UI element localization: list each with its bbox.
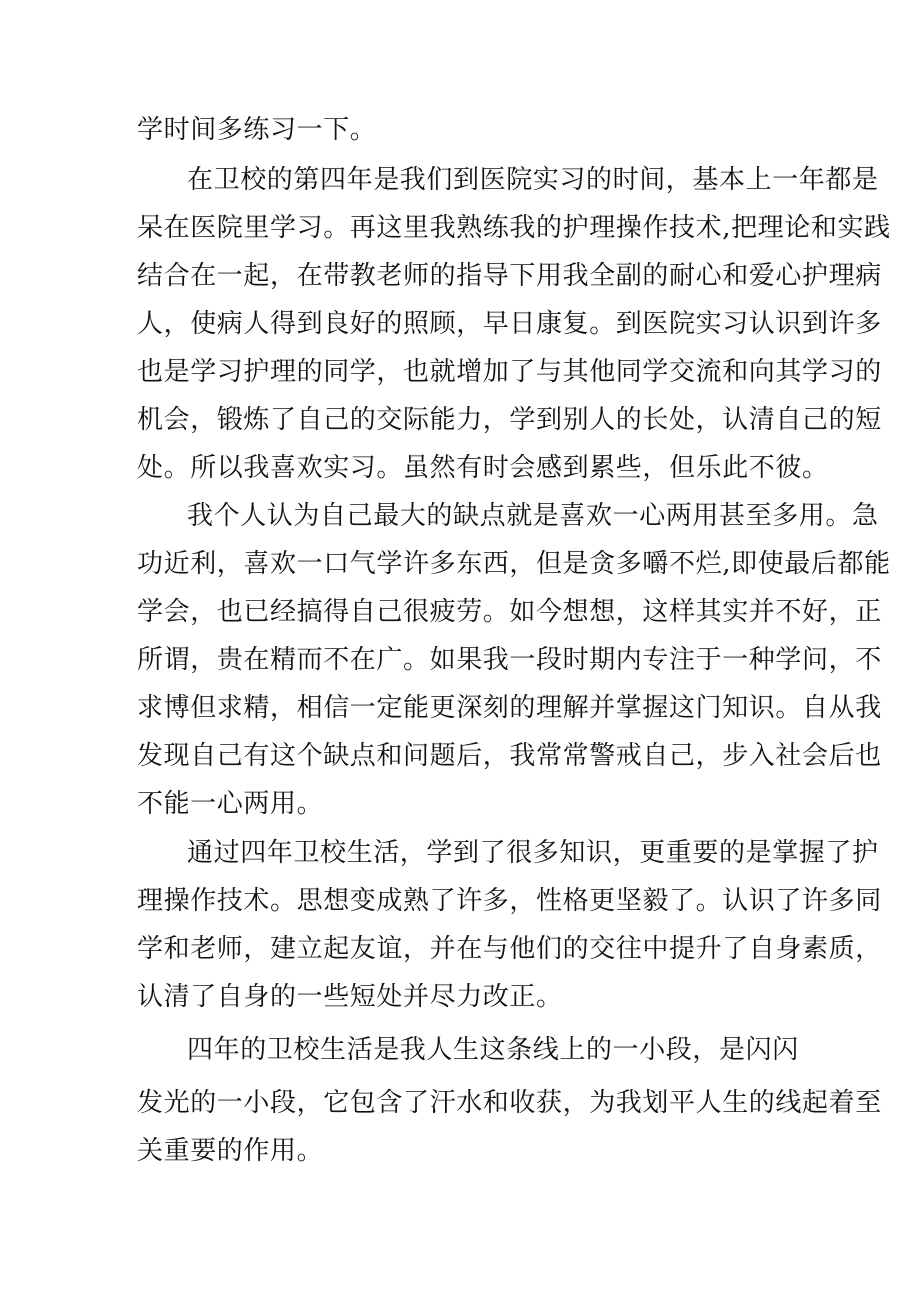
paragraph-start-line: 通过四年卫校生活，学到了很多知识，更重要的是掌握了护 xyxy=(187,838,879,868)
text-line: 机会，锻炼了自己的交际能力，学到别人的长处，认清自己的短 xyxy=(137,405,882,435)
text-line: 人，使病人得到良好的照顾，早日康复。到医院实习认识到许多 xyxy=(137,309,882,339)
text-line: 学时间多练习一下。 xyxy=(137,115,377,145)
text-line: 发现自己有这个缺点和问题后，我常常警戒自己，步入社会后也 xyxy=(137,741,882,771)
text-line: 求博但求精，相信一定能更深刻的理解并掌握这门知识。自从我 xyxy=(137,693,882,723)
text-line: 结合在一起，在带教老师的指导下用我全副的耐心和爱心护理病 xyxy=(137,261,882,291)
paragraph-start-line: 四年的卫校生活是我人生这条线上的一小段，是闪闪 xyxy=(187,1035,799,1065)
text-line: 也是学习护理的同学，也就增加了与其他同学交流和向其学习的 xyxy=(137,357,882,387)
text-line: 呆在医院里学习。再这里我熟练我的护理操作技术,把理论和实践 xyxy=(137,213,891,243)
text-line: 认清了自身的一些短处并尽力改正。 xyxy=(137,982,563,1012)
text-line: 发光的一小段，它包含了汗水和收获，为我划平人生的线起着至 xyxy=(137,1088,882,1118)
text-line: 理操作技术。思想变成熟了许多，性格更坚毅了。认识了许多同 xyxy=(137,886,882,916)
text-line: 处。所以我喜欢实习。虽然有时会感到累些，但乐此不彼。 xyxy=(137,453,829,483)
paragraph-start-line: 在卫校的第四年是我们到医院实习的时间，基本上一年都是 xyxy=(187,165,879,195)
text-line: 功近利，喜欢一口气学许多东西，但是贪多嚼不烂,即使最后都能 xyxy=(137,549,891,579)
text-line: 学会，也已经搞得自己很疲劳。如今想想，这样其实并不好，正 xyxy=(137,597,882,627)
text-line: 所谓，贵在精而不在广。如果我一段时期内专注于一种学问，不 xyxy=(137,645,882,675)
text-line: 学和老师，建立起友谊，并在与他们的交往中提升了自身素质， xyxy=(137,934,882,964)
paragraph-start-line: 我个人认为自己最大的缺点就是喜欢一心两用甚至多用。急 xyxy=(187,501,879,531)
text-line: 不能一心两用。 xyxy=(137,789,324,819)
text-line: 关重要的作用。 xyxy=(137,1136,324,1166)
